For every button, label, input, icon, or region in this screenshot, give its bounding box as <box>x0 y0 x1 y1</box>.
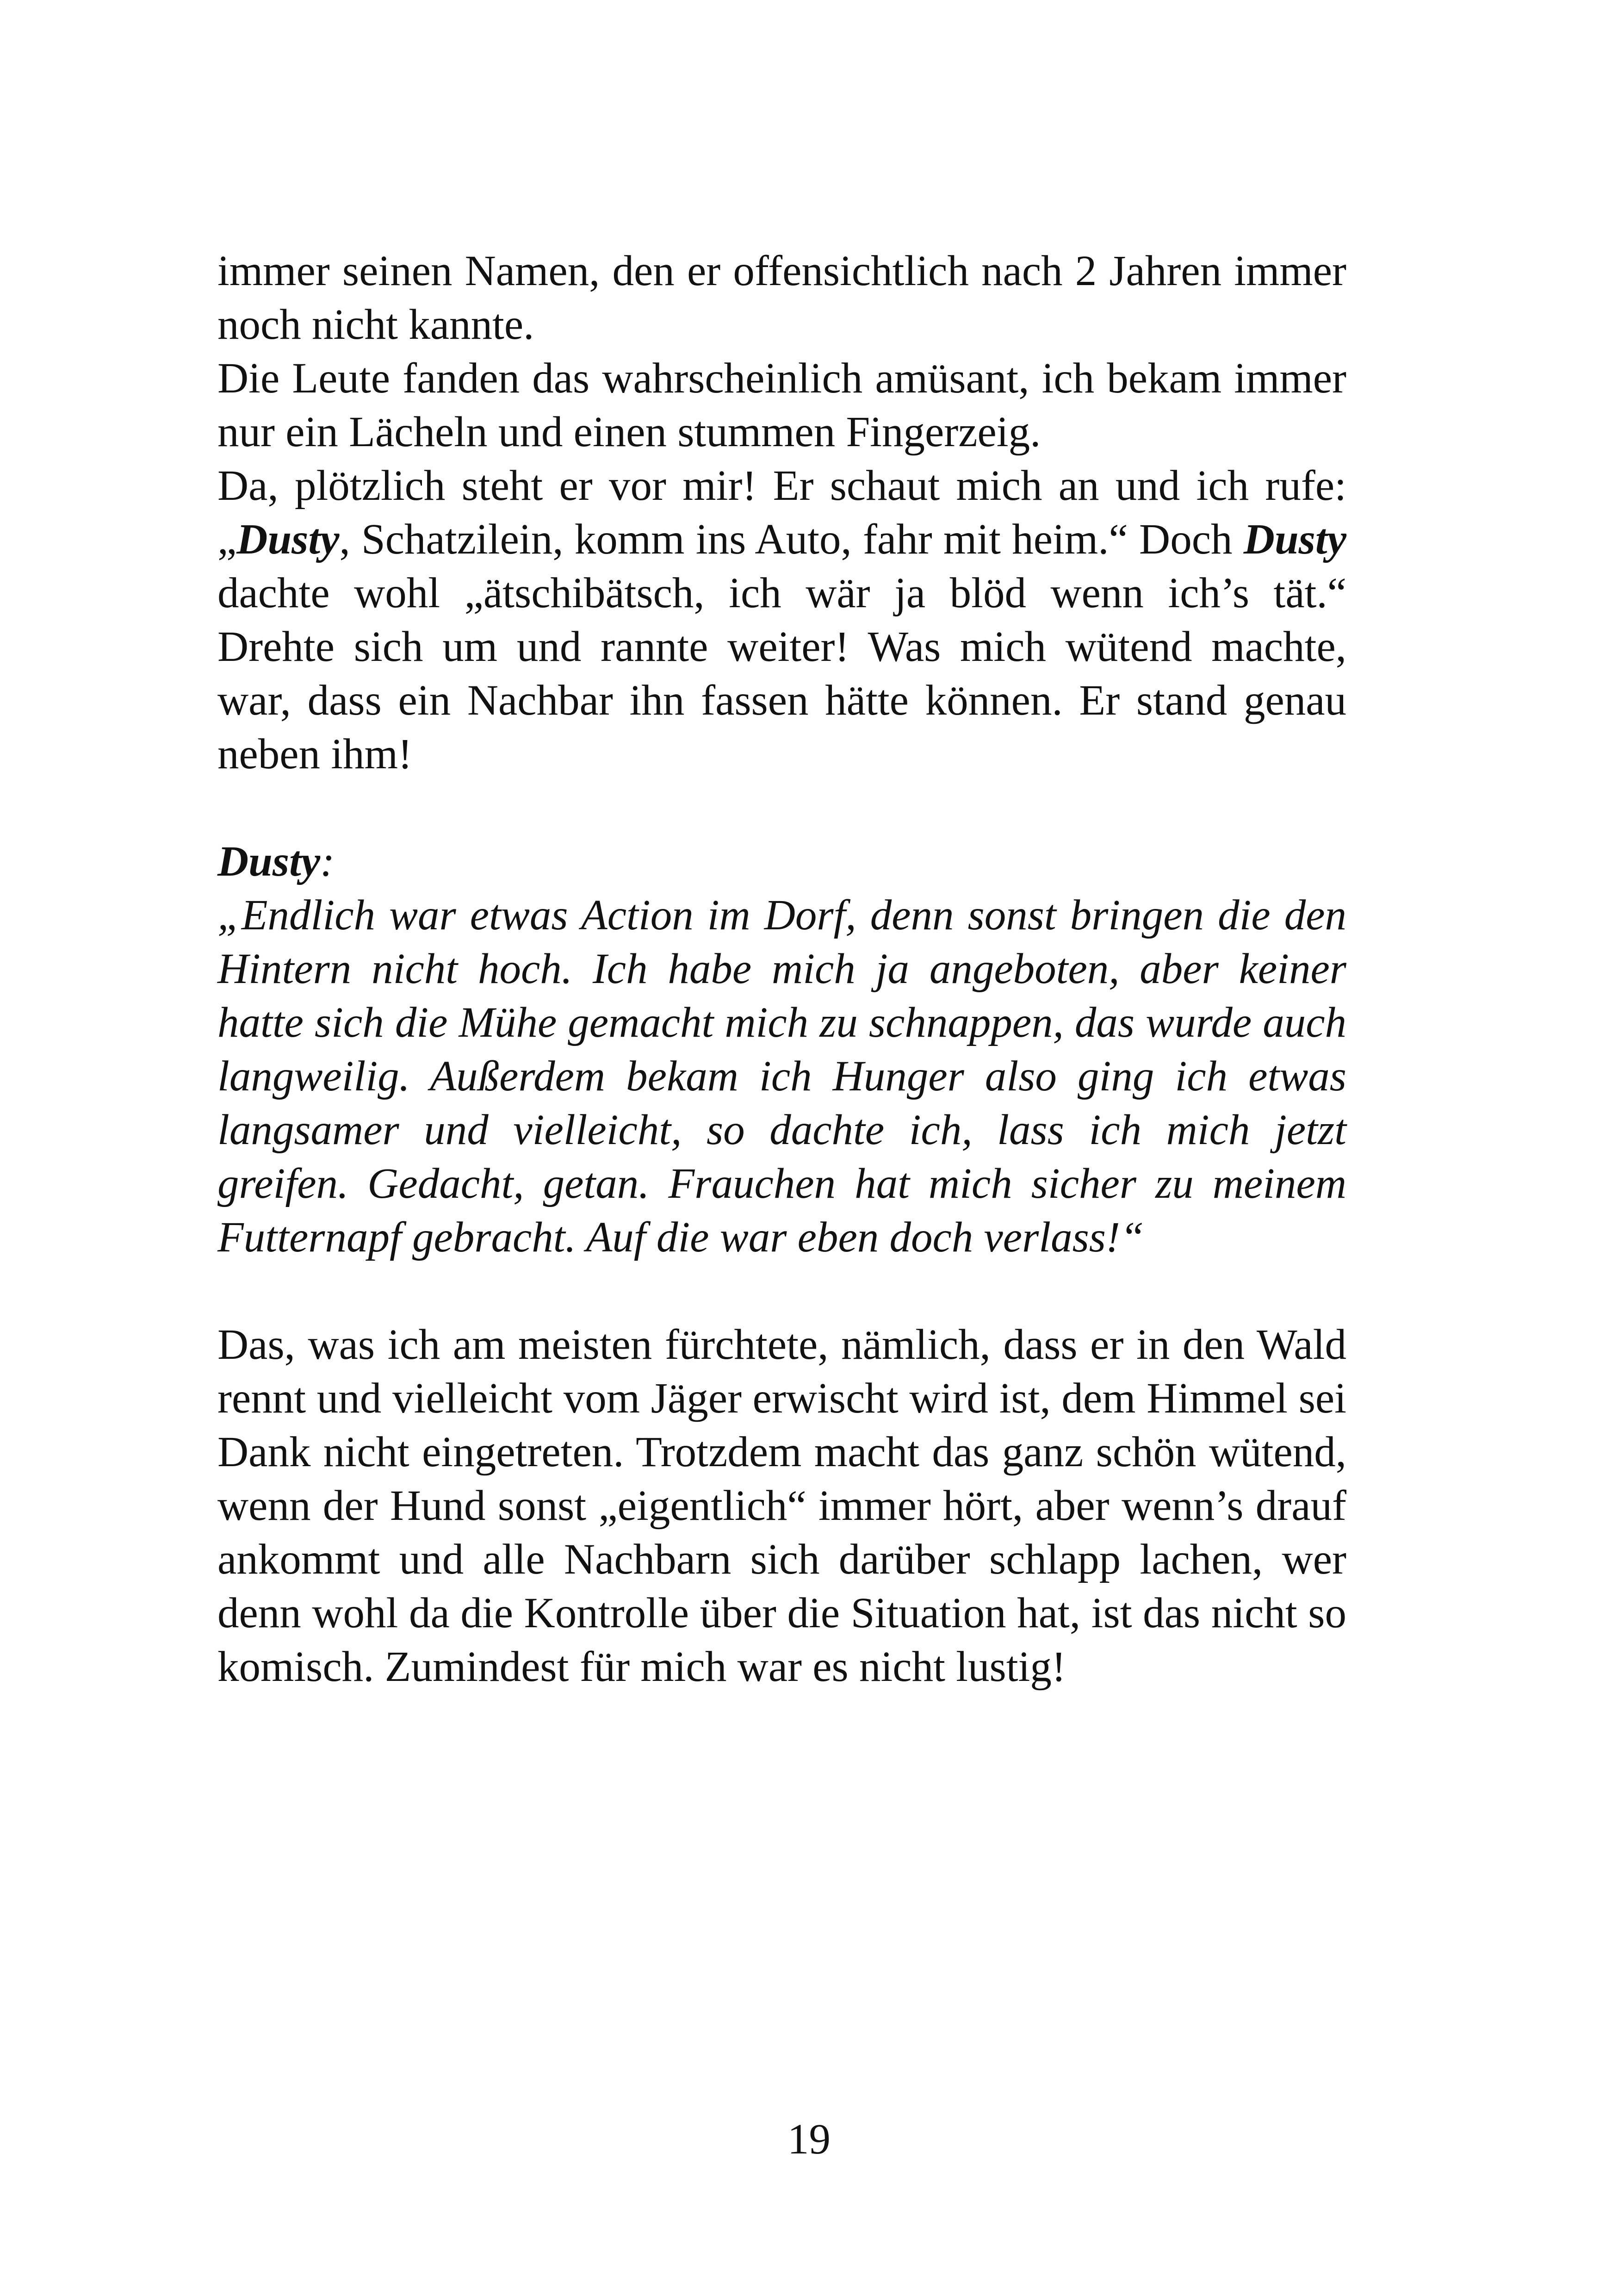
dog-name-emphasis: Dusty <box>1243 516 1346 563</box>
paragraph-3-text-c: dachte wohl „ätschibätsch, ich wär ja blöd wenn ich’s tät.“ Drehte sich um und rannte weiter! Was mich wütend machte, war, dass ein Nachbar ihn fassen hätte können. Er stand genau neben ihm! <box>217 569 1346 778</box>
paragraph-4 <box>217 1318 1346 1694</box>
paragraph-gap <box>217 781 1346 835</box>
paragraph-3 <box>217 459 1346 781</box>
paragraph-1 <box>217 244 1346 352</box>
dusty-heading-name: Dusty <box>217 838 321 885</box>
paragraph-3-text-a: Da, plötzlich steht er vor mir! Er schaut mich an und ich rufe: „ <box>217 462 1346 563</box>
paragraph-3-text-b: , Schatzilein, komm ins Auto, fahr mit heim.“ Doch <box>339 516 1244 563</box>
paragraph-2 <box>217 352 1346 459</box>
dog-name-emphasis: Dusty <box>236 516 340 563</box>
paragraph-gap <box>217 1264 1346 1318</box>
dusty-heading-colon: : <box>320 838 335 885</box>
page-number: 19 <box>787 2116 831 2163</box>
paragraph-2-text: Die Leute fanden das wahrscheinlich amüsant, ich bekam immer nur ein Lächeln und einen stummen Fingerzeig. <box>217 355 1346 456</box>
body-text <box>217 244 1346 1694</box>
paragraph-1-text: immer seinen Namen, den er offensichtlich nach 2 Jahren immer noch nicht kannte. <box>217 247 1346 348</box>
dusty-quote: „Endlich war etwas Action im Dorf, denn sonst bringen die den Hintern nicht hoch. Ich habe mich ja angeboten, aber keiner hatte sich die Mühe gemacht mich zu schnappen, das wurde auch langweilig. Außerdem bekam ich Hunger also ging ich etwas langsamer und vielleicht, so dachte ich, lass ich mich jetzt greifen. Gedacht, getan. Frauchen hat mich sicher zu meinem Futternapf gebracht. Auf die war eben doch verlass!“ <box>217 891 1346 1261</box>
dusty-speaker-heading <box>217 835 1346 889</box>
paragraph-4-text: Das, was ich am meisten fürchtete, nämlich, dass er in den Wald rennt und vielleicht vom Jäger erwischt wird ist, dem Himmel sei Dank nicht eingetreten. Trotzdem macht das ganz schön wütend, wenn der Hund sonst „eigentlich“ immer hört, aber wenn’s drauf ankommt und alle Nachbarn sich darüber schlapp lachen, wer denn wohl da die Kontrolle über die Situation hat, ist das nicht so komisch. Zumindest für mich war es nicht lustig! <box>217 1321 1346 1691</box>
